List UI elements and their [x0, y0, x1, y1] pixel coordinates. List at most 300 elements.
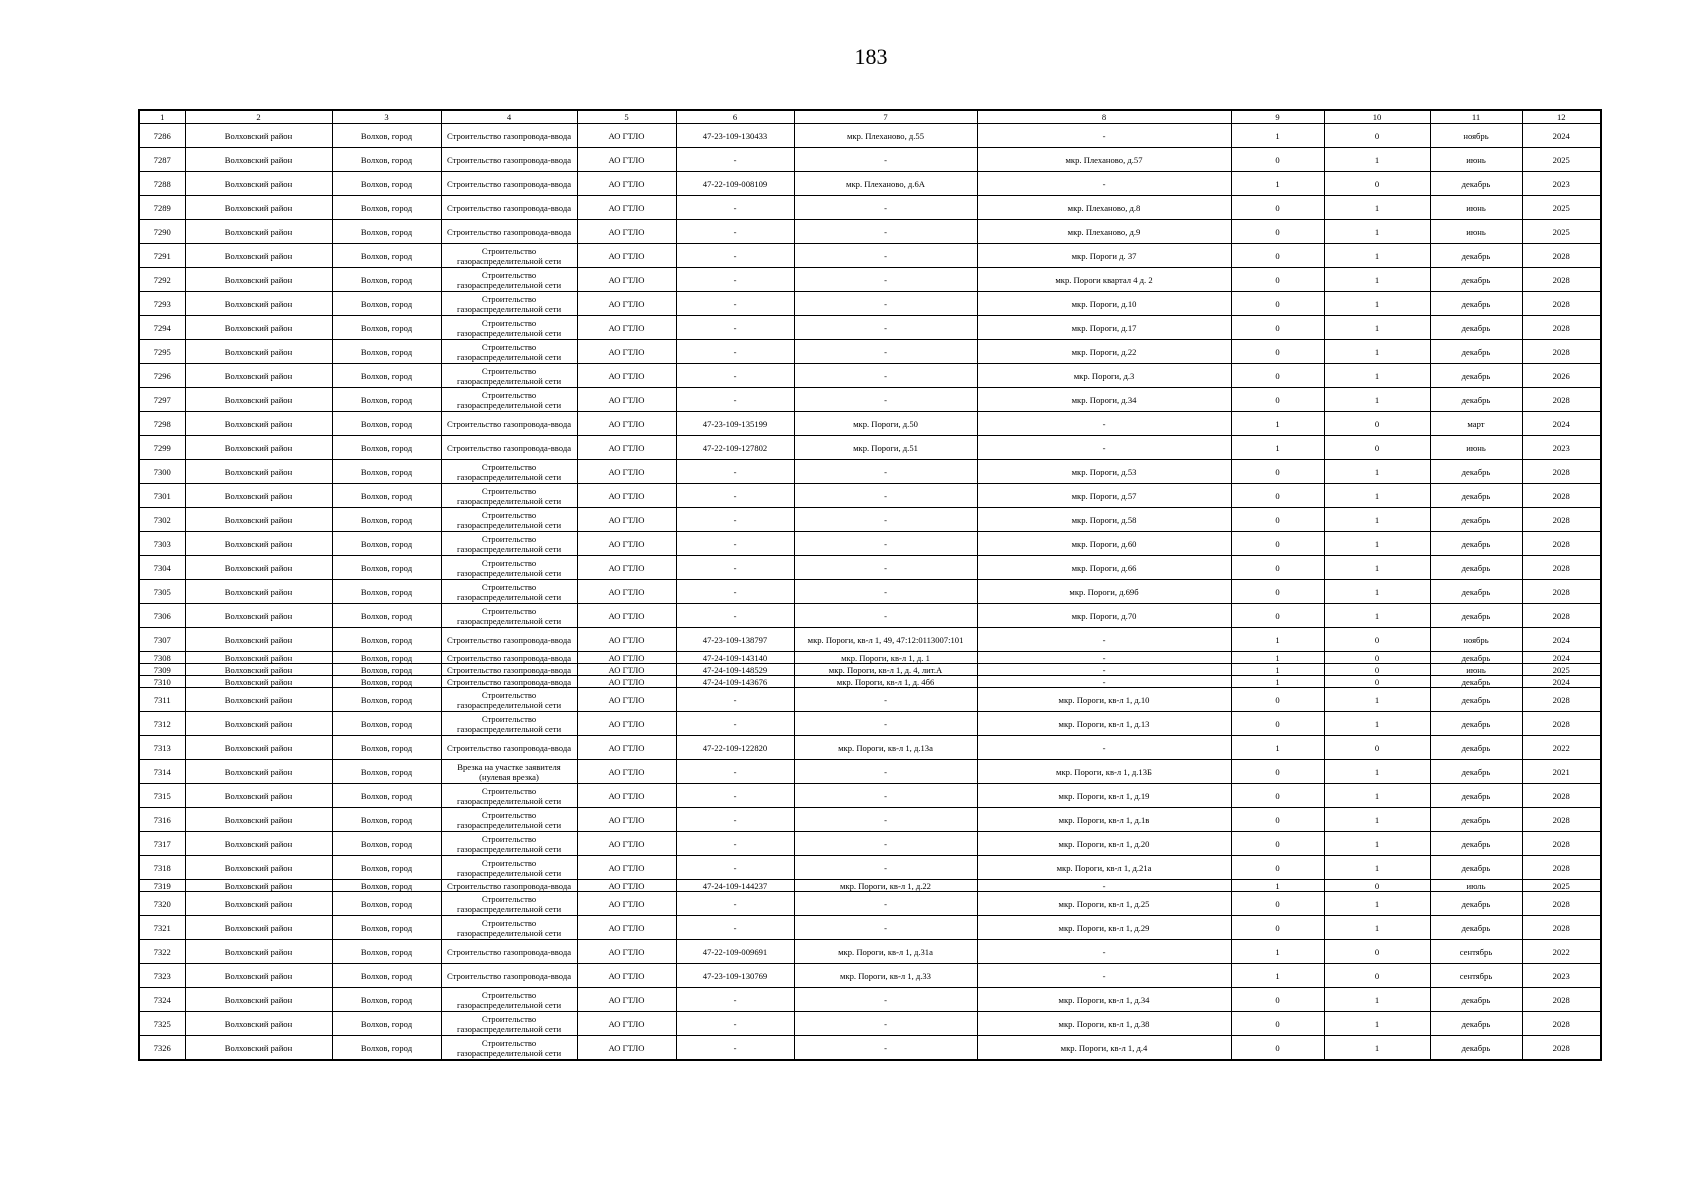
table-cell: мкр. Пороги, д.53	[977, 460, 1231, 484]
table-cell: -	[676, 808, 794, 832]
table-cell: -	[794, 580, 977, 604]
table-cell: -	[676, 244, 794, 268]
table-cell: -	[676, 688, 794, 712]
table-cell: 0	[1231, 988, 1324, 1012]
table-cell: 1	[1324, 268, 1430, 292]
table-cell: АО ГТЛО	[577, 1012, 676, 1036]
table-cell: Строительство газопровода-ввода	[441, 628, 577, 652]
table-cell: Строительство газораспределительной сети	[441, 988, 577, 1012]
table-cell: декабрь	[1430, 172, 1522, 196]
table-cell: мкр. Пороги квартал 4 д. 2	[977, 268, 1231, 292]
table-cell: 0	[1231, 460, 1324, 484]
table-cell: 7290	[139, 220, 185, 244]
table-cell: АО ГТЛО	[577, 220, 676, 244]
table-cell: -	[676, 580, 794, 604]
table-cell: Строительство газораспределительной сети	[441, 688, 577, 712]
table-cell: мкр. Пороги, кв-л 1, д.4	[977, 1036, 1231, 1061]
table-cell: Строительство газораспределительной сети	[441, 484, 577, 508]
table-cell: 7303	[139, 532, 185, 556]
table-cell: 7297	[139, 388, 185, 412]
table-cell: мкр. Пороги, д.51	[794, 436, 977, 460]
table-cell: 47-22-109-122820	[676, 736, 794, 760]
table-cell: 1	[1324, 148, 1430, 172]
table-cell: 1	[1231, 676, 1324, 688]
table-cell: Строительство газораспределительной сети	[441, 388, 577, 412]
table-cell: -	[977, 628, 1231, 652]
table-cell: сентябрь	[1430, 940, 1522, 964]
table-cell: -	[676, 832, 794, 856]
table-row	[139, 508, 1601, 532]
table-cell: Волхов, город	[332, 364, 441, 388]
table-cell: мкр. Плеханово, д.57	[977, 148, 1231, 172]
table-cell: Волховский район	[185, 220, 332, 244]
table-row	[139, 784, 1601, 808]
table-cell: 0	[1231, 604, 1324, 628]
table-cell: Строительство газопровода-ввода	[441, 880, 577, 892]
table-cell: 7299	[139, 436, 185, 460]
table-cell: АО ГТЛО	[577, 892, 676, 916]
table-cell: 1	[1324, 244, 1430, 268]
table-cell: -	[676, 148, 794, 172]
table-cell: март	[1430, 412, 1522, 436]
table-cell: 1	[1324, 856, 1430, 880]
table-cell: декабрь	[1430, 652, 1522, 664]
table-cell: Волховский район	[185, 712, 332, 736]
table-cell: -	[794, 916, 977, 940]
table-cell: Волховский район	[185, 676, 332, 688]
table-cell: 0	[1231, 292, 1324, 316]
table-cell: декабрь	[1430, 736, 1522, 760]
table-cell: декабрь	[1430, 580, 1522, 604]
table-cell: -	[676, 340, 794, 364]
table-cell: Волхов, город	[332, 688, 441, 712]
table-cell: АО ГТЛО	[577, 964, 676, 988]
table-cell: июнь	[1430, 148, 1522, 172]
table-cell: 7305	[139, 580, 185, 604]
table-cell: Строительство газопровода-ввода	[441, 664, 577, 676]
table-cell: 0	[1324, 436, 1430, 460]
table-cell: 1	[1324, 760, 1430, 784]
table-cell: -	[794, 484, 977, 508]
table-cell: Волхов, город	[332, 604, 441, 628]
table-cell: АО ГТЛО	[577, 484, 676, 508]
table-cell: Волхов, город	[332, 832, 441, 856]
table-cell: Волховский район	[185, 340, 332, 364]
table-cell: -	[794, 856, 977, 880]
table-cell: мкр. Пороги, кв-л 1, д.21а	[977, 856, 1231, 880]
table-cell: декабрь	[1430, 292, 1522, 316]
table-cell: декабрь	[1430, 244, 1522, 268]
table-cell: 7309	[139, 664, 185, 676]
table-cell: Строительство газопровода-ввода	[441, 172, 577, 196]
table-cell: Строительство газораспределительной сети	[441, 316, 577, 340]
table-cell: АО ГТЛО	[577, 988, 676, 1012]
table-cell: АО ГТЛО	[577, 340, 676, 364]
table-cell: мкр. Пороги д. 37	[977, 244, 1231, 268]
table-cell: -	[977, 172, 1231, 196]
table-cell: 7292	[139, 268, 185, 292]
table-cell: 7294	[139, 316, 185, 340]
table-cell: 0	[1231, 784, 1324, 808]
table-cell: -	[977, 436, 1231, 460]
table-cell: Волховский район	[185, 964, 332, 988]
table-cell: Волховский район	[185, 664, 332, 676]
table-cell: 2026	[1522, 364, 1601, 388]
table-cell: Строительство газопровода-ввода	[441, 220, 577, 244]
table-cell: 1	[1324, 988, 1430, 1012]
table-cell: 47-24-109-144237	[676, 880, 794, 892]
table-cell: -	[794, 292, 977, 316]
table-cell: 7323	[139, 964, 185, 988]
table-cell: 2028	[1522, 832, 1601, 856]
table-cell: -	[794, 268, 977, 292]
table-cell: Строительство газораспределительной сети	[441, 784, 577, 808]
table-cell: Волховский район	[185, 760, 332, 784]
table-cell: Строительство газораспределительной сети	[441, 268, 577, 292]
table-cell: -	[794, 688, 977, 712]
table-cell: 7311	[139, 688, 185, 712]
table-cell: 7300	[139, 460, 185, 484]
table-cell: 1	[1231, 964, 1324, 988]
table-cell: -	[794, 832, 977, 856]
table-cell: АО ГТЛО	[577, 556, 676, 580]
table-cell: Волховский район	[185, 460, 332, 484]
table-body	[139, 124, 1601, 1061]
table-cell: мкр. Плеханово, д.9	[977, 220, 1231, 244]
table-cell: 1	[1324, 808, 1430, 832]
header-cell: 11	[1430, 110, 1522, 124]
table-cell: 2028	[1522, 808, 1601, 832]
table-cell: декабрь	[1430, 460, 1522, 484]
table-cell: Волховский район	[185, 604, 332, 628]
table-cell: Волхов, город	[332, 1012, 441, 1036]
table-cell: 7295	[139, 340, 185, 364]
table-cell: 7313	[139, 736, 185, 760]
table-cell: 0	[1231, 244, 1324, 268]
table-row	[139, 688, 1601, 712]
table-cell: 2023	[1522, 436, 1601, 460]
table-cell: -	[794, 340, 977, 364]
table-cell: -	[676, 364, 794, 388]
table-cell: Волхов, город	[332, 880, 441, 892]
table-cell: АО ГТЛО	[577, 364, 676, 388]
table-cell: мкр. Пороги, кв-л 1, д.13Б	[977, 760, 1231, 784]
table-cell: 1	[1324, 484, 1430, 508]
table-cell: 2022	[1522, 736, 1601, 760]
table-cell: АО ГТЛО	[577, 412, 676, 436]
table-cell: -	[794, 808, 977, 832]
table-cell: Строительство газопровода-ввода	[441, 736, 577, 760]
table-cell: мкр. Пороги, кв-л 1, д. 4, лит.А	[794, 664, 977, 676]
table-cell: АО ГТЛО	[577, 688, 676, 712]
table-cell: мкр. Пороги, д.22	[977, 340, 1231, 364]
table-cell: Волхов, город	[332, 412, 441, 436]
table-cell: июнь	[1430, 664, 1522, 676]
table-cell: Волхов, город	[332, 784, 441, 808]
table-cell: 7298	[139, 412, 185, 436]
table-cell: 0	[1324, 124, 1430, 148]
table-cell: 1	[1324, 712, 1430, 736]
table-cell: -	[794, 388, 977, 412]
table-cell: 7306	[139, 604, 185, 628]
table-cell: 7321	[139, 916, 185, 940]
table-cell: Волхов, город	[332, 124, 441, 148]
table-cell: 2024	[1522, 628, 1601, 652]
table-cell: 0	[1324, 412, 1430, 436]
table-cell: 7322	[139, 940, 185, 964]
table-cell: Строительство газораспределительной сети	[441, 508, 577, 532]
table-cell: Волхов, город	[332, 172, 441, 196]
table-cell: АО ГТЛО	[577, 508, 676, 532]
table-row	[139, 484, 1601, 508]
table-cell: мкр. Пороги, кв-л 1, д. 4б6	[794, 676, 977, 688]
table-row	[139, 220, 1601, 244]
table-cell: мкр. Пороги, кв-л 1, д. 1	[794, 652, 977, 664]
table-cell: 47-23-109-138797	[676, 628, 794, 652]
table-cell: декабрь	[1430, 892, 1522, 916]
table-cell: 47-22-109-009691	[676, 940, 794, 964]
table-cell: 47-22-109-127802	[676, 436, 794, 460]
table-cell: 0	[1231, 220, 1324, 244]
table-cell: АО ГТЛО	[577, 124, 676, 148]
table-cell: 7307	[139, 628, 185, 652]
table-cell: 7319	[139, 880, 185, 892]
table-cell: 0	[1231, 808, 1324, 832]
table-cell: -	[794, 556, 977, 580]
table-cell: 2028	[1522, 484, 1601, 508]
table-cell: 1	[1324, 556, 1430, 580]
table-cell: Волховский район	[185, 316, 332, 340]
table-cell: ноябрь	[1430, 628, 1522, 652]
table-cell: Волховский район	[185, 916, 332, 940]
table-row	[139, 808, 1601, 832]
table-cell: 0	[1231, 388, 1324, 412]
table-cell: Строительство газораспределительной сети	[441, 856, 577, 880]
table-cell: Волховский район	[185, 1036, 332, 1061]
header-cell: 9	[1231, 110, 1324, 124]
table-cell: декабрь	[1430, 916, 1522, 940]
table-cell: Волхов, город	[332, 760, 441, 784]
table-row	[139, 604, 1601, 628]
table-cell: 2028	[1522, 784, 1601, 808]
table-cell: 2025	[1522, 148, 1601, 172]
table-cell: -	[794, 364, 977, 388]
table-cell: 2022	[1522, 940, 1601, 964]
table-cell: 7293	[139, 292, 185, 316]
table-cell: декабрь	[1430, 604, 1522, 628]
table-cell: -	[977, 676, 1231, 688]
table-cell: Волховский район	[185, 388, 332, 412]
table-cell: 1	[1324, 892, 1430, 916]
table-cell: Волховский район	[185, 148, 332, 172]
table-cell: 7315	[139, 784, 185, 808]
table-cell: 0	[1324, 676, 1430, 688]
table-cell: Строительство газопровода-ввода	[441, 940, 577, 964]
table-cell: декабрь	[1430, 484, 1522, 508]
table-cell: АО ГТЛО	[577, 172, 676, 196]
table-cell: декабрь	[1430, 688, 1522, 712]
table-cell: Волховский район	[185, 364, 332, 388]
table-row	[139, 760, 1601, 784]
table-cell: АО ГТЛО	[577, 436, 676, 460]
table-cell: Волховский район	[185, 736, 332, 760]
table-cell: 1	[1231, 172, 1324, 196]
table-cell: АО ГТЛО	[577, 760, 676, 784]
table-cell: АО ГТЛО	[577, 880, 676, 892]
table-cell: 2024	[1522, 652, 1601, 664]
table-cell: АО ГТЛО	[577, 244, 676, 268]
table-cell: 2028	[1522, 1036, 1601, 1061]
table-cell: 7316	[139, 808, 185, 832]
table-cell: -	[977, 880, 1231, 892]
table-row	[139, 556, 1601, 580]
table-cell: мкр. Пороги, д.57	[977, 484, 1231, 508]
table-cell: 1	[1324, 604, 1430, 628]
table-cell: -	[676, 856, 794, 880]
table-cell: Волхов, город	[332, 460, 441, 484]
table-cell: 0	[1231, 892, 1324, 916]
table-cell: Волхов, город	[332, 988, 441, 1012]
table-cell: 0	[1231, 532, 1324, 556]
table-cell: 7310	[139, 676, 185, 688]
table-cell: 2028	[1522, 244, 1601, 268]
table-cell: Волховский район	[185, 124, 332, 148]
table-cell: 0	[1231, 556, 1324, 580]
table-cell: -	[676, 760, 794, 784]
table-cell: ноябрь	[1430, 124, 1522, 148]
table-cell: декабрь	[1430, 1036, 1522, 1061]
table-cell: мкр. Пороги, кв-л 1, д.33	[794, 964, 977, 988]
table-cell: июнь	[1430, 196, 1522, 220]
table-cell: декабрь	[1430, 340, 1522, 364]
table-cell: Волхов, город	[332, 316, 441, 340]
table-cell: 7317	[139, 832, 185, 856]
table-cell: мкр. Плеханово, д.6А	[794, 172, 977, 196]
table-row	[139, 1036, 1601, 1061]
table-cell: 2028	[1522, 268, 1601, 292]
table-cell: декабрь	[1430, 784, 1522, 808]
table-cell: 1	[1324, 340, 1430, 364]
table-cell: 2024	[1522, 676, 1601, 688]
header-cell: 4	[441, 110, 577, 124]
table-cell: Волховский район	[185, 856, 332, 880]
table-row	[139, 412, 1601, 436]
table-cell: июль	[1430, 880, 1522, 892]
table-cell: АО ГТЛО	[577, 784, 676, 808]
table-cell: -	[676, 196, 794, 220]
table-cell: -	[794, 1012, 977, 1036]
table-cell: мкр. Пороги, кв-л 1, д.20	[977, 832, 1231, 856]
table-cell: декабрь	[1430, 556, 1522, 580]
table-cell: 7318	[139, 856, 185, 880]
table-cell: 2028	[1522, 892, 1601, 916]
table-cell: -	[676, 1036, 794, 1061]
table-cell: 0	[1231, 916, 1324, 940]
table-row	[139, 268, 1601, 292]
table-cell: -	[794, 316, 977, 340]
table-cell: 2023	[1522, 172, 1601, 196]
table-cell: Волхов, город	[332, 664, 441, 676]
table-cell: сентябрь	[1430, 964, 1522, 988]
table-row	[139, 196, 1601, 220]
table-cell: 0	[1231, 196, 1324, 220]
table-cell: Волховский район	[185, 436, 332, 460]
table-cell: АО ГТЛО	[577, 604, 676, 628]
table-cell: декабрь	[1430, 988, 1522, 1012]
table-cell: мкр. Пороги, д.58	[977, 508, 1231, 532]
table-cell: 1	[1231, 664, 1324, 676]
table-cell: 47-23-109-130433	[676, 124, 794, 148]
table-cell: Строительство газораспределительной сети	[441, 244, 577, 268]
table-cell: Волховский район	[185, 628, 332, 652]
table-cell: Волховский район	[185, 556, 332, 580]
table-cell: -	[977, 736, 1231, 760]
table-cell: 0	[1231, 148, 1324, 172]
table-row	[139, 364, 1601, 388]
table-cell: 0	[1231, 508, 1324, 532]
table-cell: Строительство газораспределительной сети	[441, 1012, 577, 1036]
table-cell: 2024	[1522, 124, 1601, 148]
table-cell: Волхов, город	[332, 856, 441, 880]
table-cell: -	[676, 292, 794, 316]
table-cell: Строительство газопровода-ввода	[441, 964, 577, 988]
table-cell: Строительство газораспределительной сети	[441, 916, 577, 940]
table-cell: июнь	[1430, 436, 1522, 460]
table-cell: 0	[1324, 652, 1430, 664]
table-cell: мкр. Плеханово, д.8	[977, 196, 1231, 220]
table-cell: -	[794, 148, 977, 172]
table-cell: Волховский район	[185, 268, 332, 292]
header-cell: 6	[676, 110, 794, 124]
table-cell: 1	[1231, 940, 1324, 964]
table-cell: Волхов, город	[332, 340, 441, 364]
table-row	[139, 148, 1601, 172]
table-cell: АО ГТЛО	[577, 580, 676, 604]
table-cell: Волхов, город	[332, 808, 441, 832]
table-cell: Волховский район	[185, 892, 332, 916]
table-cell: -	[794, 508, 977, 532]
table-cell: 7296	[139, 364, 185, 388]
table-cell: 1	[1231, 628, 1324, 652]
table-row	[139, 916, 1601, 940]
table-cell: -	[794, 220, 977, 244]
table-cell: 2028	[1522, 580, 1601, 604]
table-cell: -	[794, 988, 977, 1012]
table-row	[139, 964, 1601, 988]
table-cell: Волхов, город	[332, 244, 441, 268]
table-cell: 7286	[139, 124, 185, 148]
table-cell: Волхов, город	[332, 580, 441, 604]
table-cell: Строительство газораспределительной сети	[441, 364, 577, 388]
table-cell: 1	[1324, 1012, 1430, 1036]
table-cell: -	[977, 124, 1231, 148]
table-row	[139, 316, 1601, 340]
table-cell: АО ГТЛО	[577, 532, 676, 556]
table-cell: АО ГТЛО	[577, 628, 676, 652]
header-cell: 3	[332, 110, 441, 124]
table-cell: -	[676, 268, 794, 292]
table-cell: 7324	[139, 988, 185, 1012]
table-cell: Волхов, город	[332, 508, 441, 532]
table-cell: мкр. Пороги, кв-л 1, д.19	[977, 784, 1231, 808]
table-cell: декабрь	[1430, 808, 1522, 832]
table-cell: 2025	[1522, 220, 1601, 244]
table-cell: -	[676, 784, 794, 808]
table-row	[139, 340, 1601, 364]
table-cell: мкр. Пороги, кв-л 1, д.31а	[794, 940, 977, 964]
table-cell: 2028	[1522, 460, 1601, 484]
table-row	[139, 940, 1601, 964]
